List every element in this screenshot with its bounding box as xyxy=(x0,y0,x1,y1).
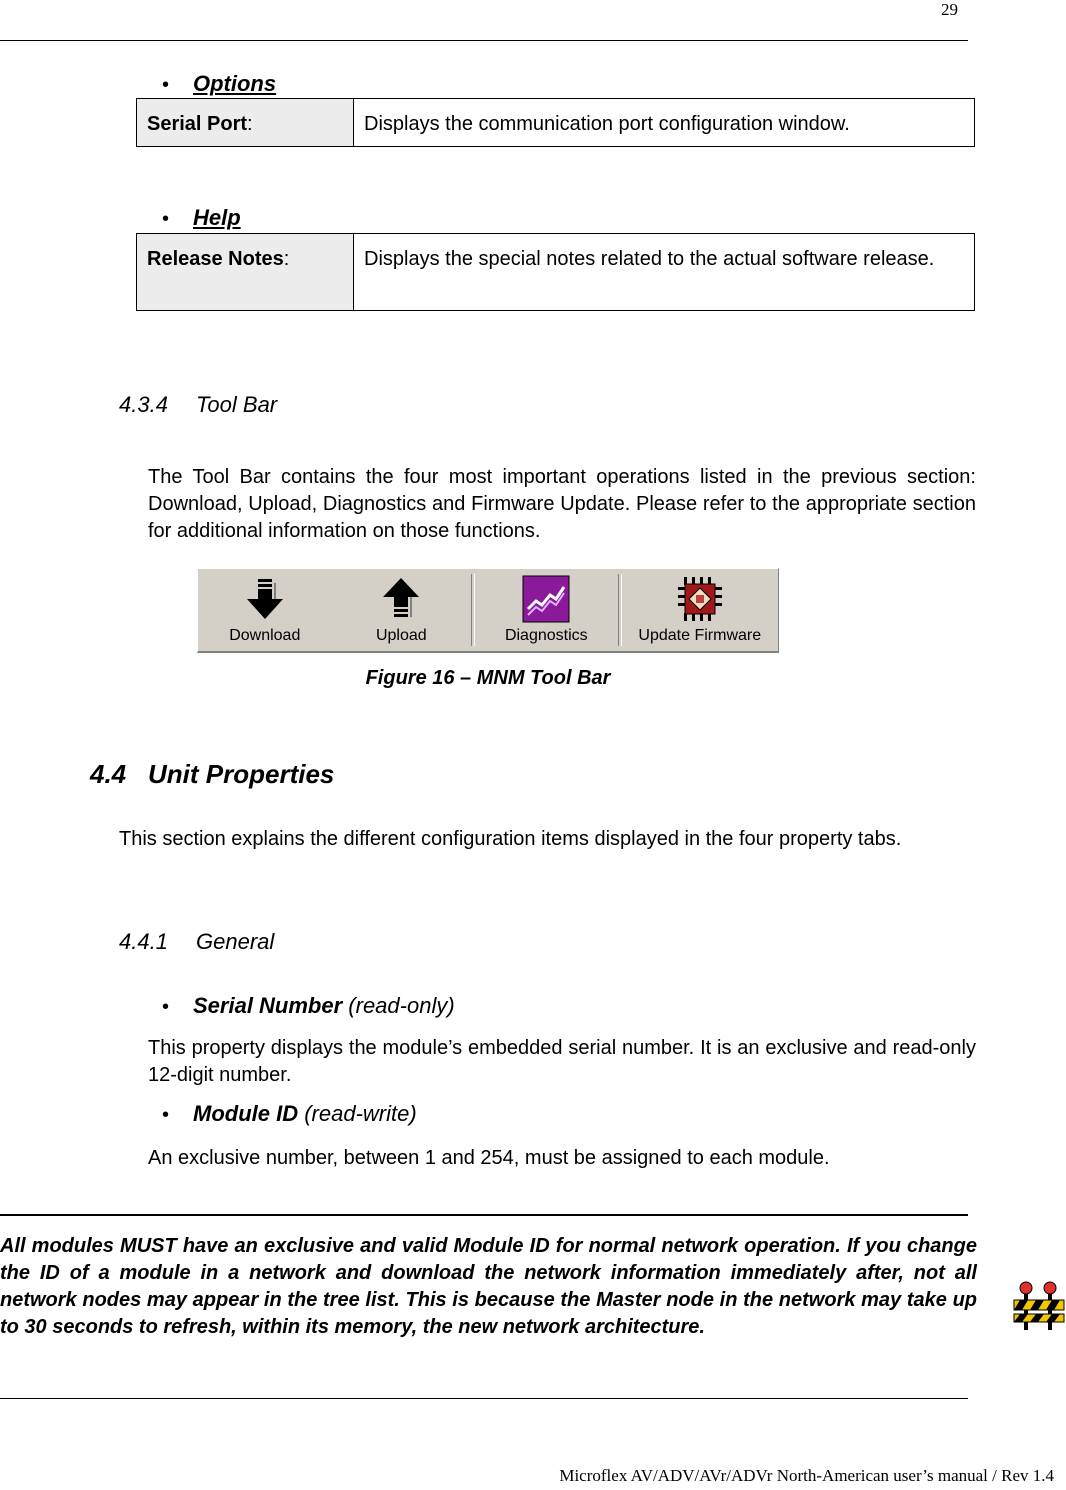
warning-bottom-rule xyxy=(0,1398,968,1399)
download-arrow-icon xyxy=(241,575,289,623)
firmware-chip-icon xyxy=(676,575,724,623)
figure-caption: Figure 16 – MNM Tool Bar xyxy=(365,667,611,689)
serial-number-text: This property displays the module’s embedded serial number. It is an exclusive and read-only 12-digit number. xyxy=(148,1037,976,1086)
download-label: Download xyxy=(229,627,301,644)
help-table xyxy=(136,233,975,311)
table-row xyxy=(137,234,975,311)
module-id-text: An exclusive number, between 1 and 254, must be assigned to each module. xyxy=(148,1147,830,1169)
table-desc: Displays the special notes related to the actual software release. xyxy=(354,234,975,311)
table-key: Serial Port: xyxy=(137,99,354,147)
options-table xyxy=(136,98,975,147)
warning-top-rule xyxy=(0,1214,968,1216)
header-rule xyxy=(0,40,968,41)
module-id-heading: Module ID (read-write) xyxy=(193,1101,417,1126)
section-44-text: This section explains the different configuration items displayed in the four property tabs. xyxy=(119,828,902,850)
table-desc: Displays the communication port configuration window. xyxy=(354,99,975,147)
warning-text: All modules MUST have an exclusive and valid Module ID for normal network operation. If you change the ID of a module in a network and download the network information immediately after, not all network nodes may appear in the tree list. This is because the Master node in the network may take up to 30 seconds to refresh, within its memory, the new network architecture. xyxy=(0,1235,977,1338)
section-434-text: The Tool Bar contains the four most important operations listed in the previous section: Download, Upload, Diagnostics and Firmware Update. Please refer to the appropriate section for additional information on those functions. xyxy=(148,466,976,542)
upload-arrow-icon xyxy=(377,575,425,623)
bullet-icon: • xyxy=(162,1104,170,1126)
footer: Microflex AV/ADV/AVr/ADVr North-American user’s manual / Rev 1.4 xyxy=(559,1466,1054,1485)
bullet-icon: • xyxy=(162,74,170,96)
diagnostics-label: Diagnostics xyxy=(504,627,588,644)
diagnostics-chart-icon xyxy=(522,575,570,623)
section-441-heading: 4.4.1 General xyxy=(119,929,275,954)
update-firmware-button[interactable] xyxy=(622,569,778,651)
section-44-heading: 4.4 Unit Properties xyxy=(90,759,335,789)
upload-label: Upload xyxy=(375,627,427,644)
diagnostics-button[interactable] xyxy=(475,569,618,651)
bullet-icon: • xyxy=(162,208,170,230)
mnm-toolbar xyxy=(197,568,779,653)
bullet-icon: • xyxy=(162,996,170,1018)
table-row xyxy=(137,99,975,147)
page-number: 29 xyxy=(941,0,958,19)
upload-button[interactable] xyxy=(332,569,472,651)
section-434-heading: 4.3.4 Tool Bar xyxy=(119,392,278,417)
table-key: Release Notes: xyxy=(137,234,354,311)
road-barrier-icon xyxy=(1012,1280,1066,1332)
serial-number-heading: Serial Number (read-only) xyxy=(193,993,455,1018)
download-button[interactable] xyxy=(198,569,332,651)
options-heading: Options xyxy=(193,71,277,96)
help-heading: Help xyxy=(193,205,241,230)
update-firmware-label: Update Firmware xyxy=(638,627,762,644)
